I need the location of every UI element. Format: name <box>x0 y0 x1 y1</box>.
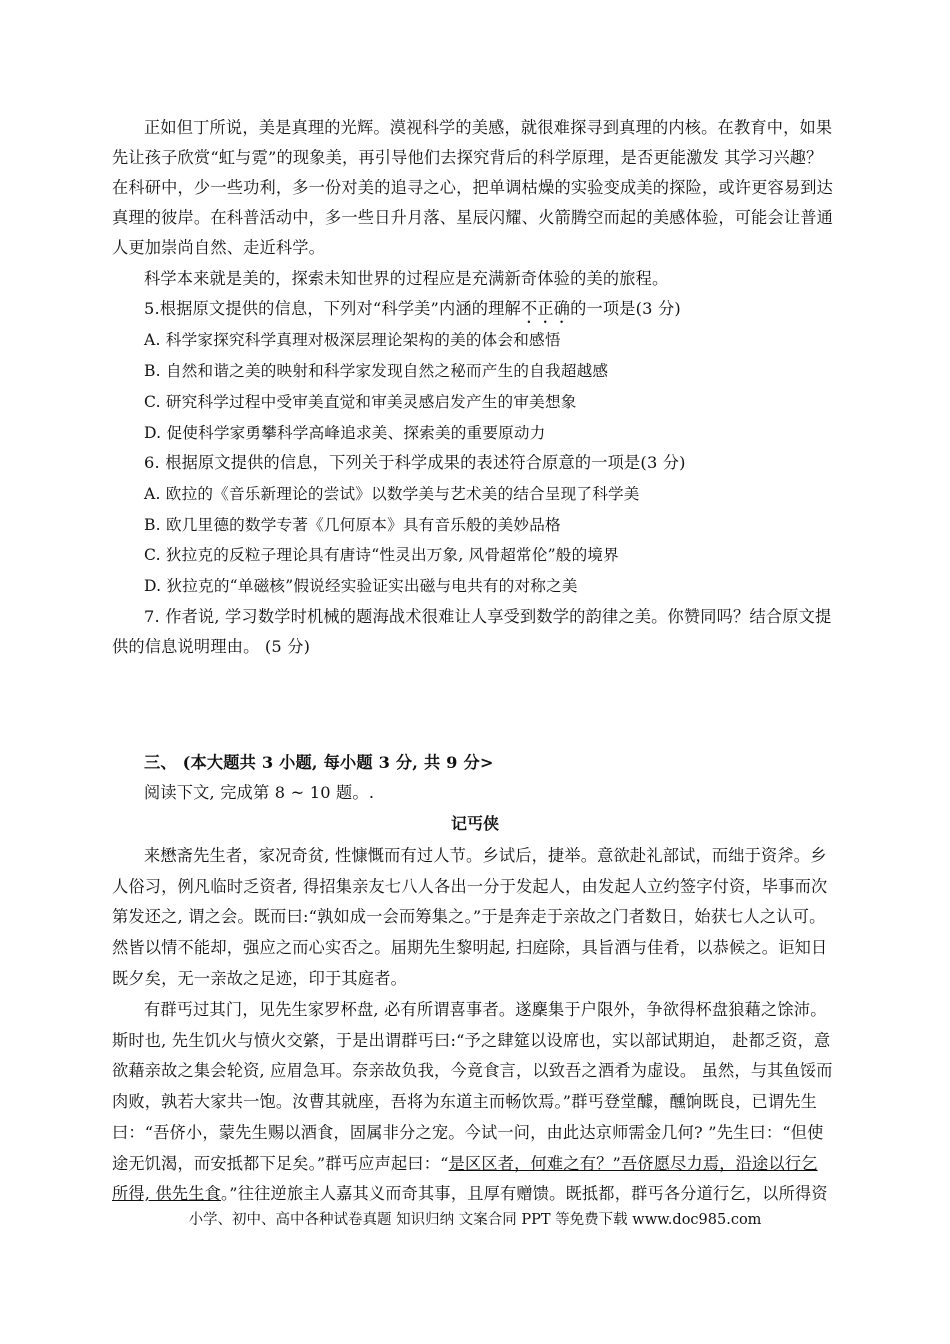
question-6-option-b: B. 欧几里德的数学专著《几何原本》具有音乐般的美妙品格 <box>144 516 561 534</box>
passage1-conclusion: 科学本来就是美的，探索未知世界的过程应是充满新奇体验的美的旅程。 <box>144 269 669 288</box>
passage2-line: 来懋斋先生者，家况奇贫, 性慷慨而有过人节。乡试后，捷举。意欲赴礼部试，而绌于资斧。乡 <box>144 846 827 865</box>
section-3-instruction: 阅读下文, 完成第 8 ~ 10 题。. <box>144 783 375 802</box>
passage2-line: 肉败，孰若大家共一饱。汝曹其就座，吾将为东道主而畅饮焉。”群丐登堂醵，醺饷既良，已谓先生 <box>112 1092 818 1111</box>
question-5-option-c: C. 研究科学过程中受审美直觉和审美灵感启发产生的审美想象 <box>144 393 577 411</box>
question-5-stem-before: 5.根据原文提供的信息，下列对“科学美”内涵的理解 <box>144 299 521 318</box>
question-5-stem-after: 的一项是(3 分) <box>570 299 681 318</box>
question-5-option-d: D. 促使科学家勇攀科学高峰追求美、探索美的重要原动力 <box>144 424 546 442</box>
footer-banner: 小学、初中、高中各种试卷真题 知识归纳 文案合同 PPT 等免费下载 www.doc985.com <box>188 1212 762 1228</box>
question-6-option-c: C. 狄拉克的反粒子理论具有唐诗“性灵出万象, 风骨超常伦”般的境界 <box>144 546 619 564</box>
passage1-line: 正如但丁所说，美是真理的光辉。漠视科学的美感，就很难探寻到真理的内核。在教育中，如果 <box>144 118 833 137</box>
question-5-option-a: A. 科学家探究科学真理对极深层理论架构的美的体会和感悟 <box>144 331 561 349</box>
passage2-segment: 途无饥渴，而安抵都下足矣。”群丐应声起曰：“ <box>112 1154 449 1173</box>
passage1-line: 先让孩子欣赏“虹与霓”的现象美，再引导他们去探究背后的科学原理，是否更能激发 其学习兴趣？ <box>112 148 823 167</box>
question-5-emphasis: 不正确 <box>520 299 571 318</box>
passage2-line: 人俗习，例凡临时乏资者, 得招集亲友七八人各出一分于发起人，由发起人立约签字付资，毕事而次 <box>112 877 828 896</box>
passage2-line: 然皆以情不能却，强应之而心实否之。届期先生黎明起, 扫庭除，具旨酒与佳肴，以恭候之。讵知日 <box>112 938 828 957</box>
section-3-heading: 三、 (本大题共 3 小题, 每小题 3 分, 共 9 分> <box>144 753 494 772</box>
passage1-line: 真理的彼岸。在科普活动中，多一些日升月落、星辰闪耀、火箭腾空而起的美感体验，可能会让普通 <box>112 208 834 227</box>
question-6-stem: 6. 根据原文提供的信息，下列关于科学成果的表述符合原意的一项是(3 分) <box>144 453 686 472</box>
passage2-line: 第发还之, 谓之会。既而曰:“孰如成一会而筹集之。”于是奔走于亲故之门者数日，始获七人之认可。 <box>112 907 826 926</box>
passage2-line: 有群丐过其门，见先生家罗杯盘, 必有所谓喜事者。遂麇集于户限外，争欲得杯盘狼藉之馀沛。 <box>144 1000 827 1019</box>
question-6-option-d: D. 狄拉克的“单磁核”假说经实验证实出磁与电共有的对称之美 <box>144 577 578 595</box>
passage-title: 记丐侠 <box>450 814 499 833</box>
passage2-line <box>112 1153 852 1175</box>
underlined-sentence: 是区区者，何难之有？”吾侪愿尽力焉，沿途以行乞 <box>448 1154 818 1173</box>
question-7-stem: 7. 作者说, 学习数学时机械的题海战术很难让人享受到数学的韵律之美。你赞同吗？结合原文提 <box>144 607 832 626</box>
passage2-segment: 。”往往逆旅主人嘉其义而奇其事，且厚有赠馈。既抵都，群丐各分道行乞，以所得资 <box>221 1184 828 1203</box>
passage2-line: 欲藉亲故之集会轮资, 应眉急耳。奈亲故负我，今竟食言，以致吾之酒肴为虚设。 虽然，与其鱼馁而 <box>112 1061 833 1080</box>
question-7-stem-cont: 供的信息说明理由。 (5 分) <box>112 637 311 656</box>
question-5-stem <box>144 298 852 327</box>
passage2-line: 曰：“吾侪小，蒙先生赐以酒食，固属非分之宠。今试一问，由此达京师需金几何? ”先生曰：“但使 <box>112 1123 824 1142</box>
passage2-line: 斯时也, 先生饥火与愤火交綮，于是出谓群丐曰:“予之肆筵以设席也，实以部试期迫， 赴都乏资，意 <box>112 1031 831 1050</box>
question-5-option-b: B. 自然和谐之美的映射和科学家发现自然之秘而产生的自我超越感 <box>144 362 609 380</box>
underlined-sentence-cont: 所得, 供先生食 <box>112 1184 222 1203</box>
passage2-line <box>112 1183 852 1205</box>
passage1-line: 在科研中，少一些功利，多一份对美的追寻之心，把单调枯燥的实验变成美的探险，或许更容易到达 <box>112 178 834 197</box>
passage2-line: 既夕矣，无一亲故之足迹，印于其庭者。 <box>112 969 407 988</box>
question-6-option-a: A. 欧拉的《音乐新理论的尝试》以数学美与艺术美的结合呈现了科学美 <box>144 485 640 503</box>
passage1-line: 人更加崇尚自然、走近科学。 <box>112 238 326 257</box>
